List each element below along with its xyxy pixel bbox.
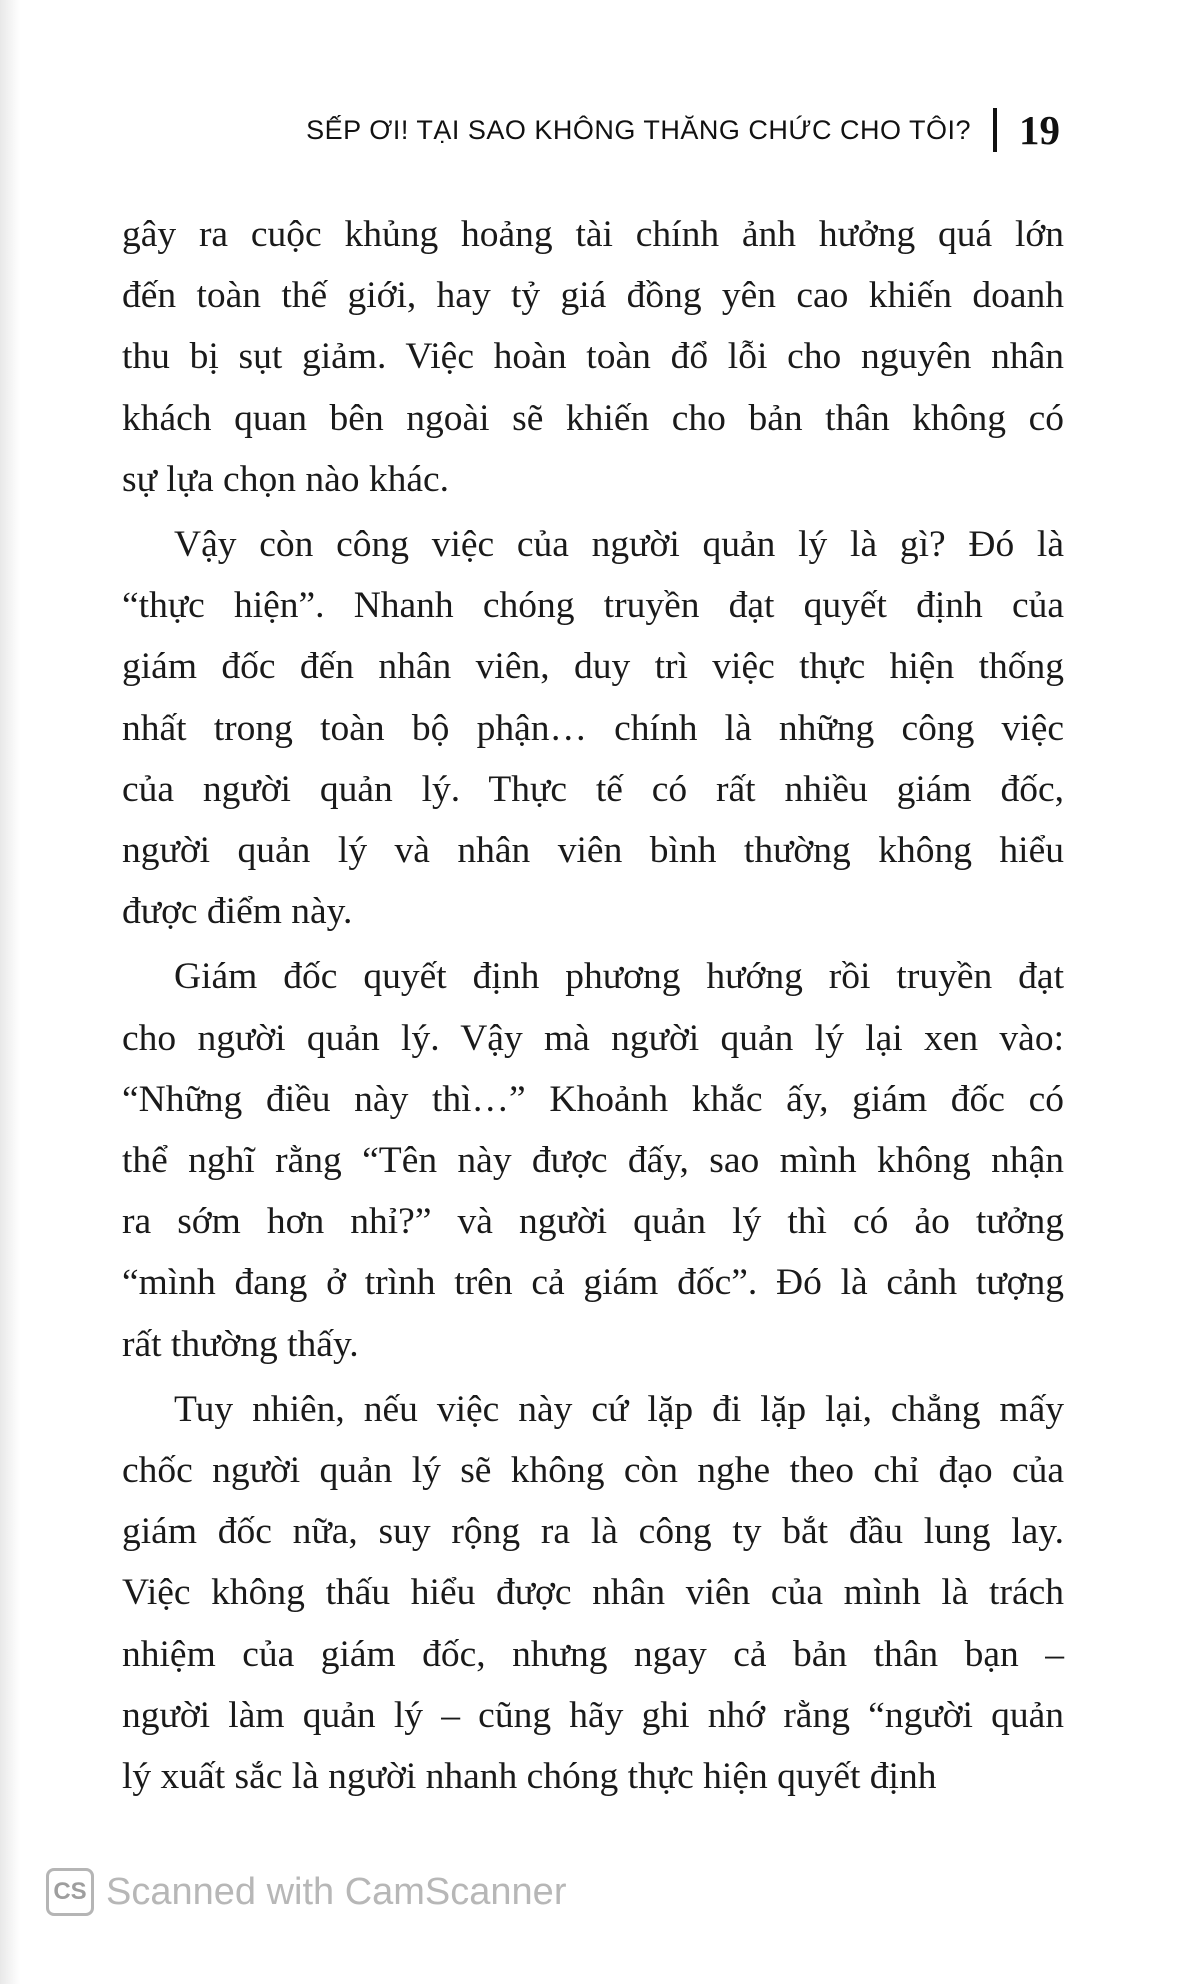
text-line: cho người quản lý. Vậy mà người quản lý lại xen vào: [122, 1017, 1064, 1059]
text-line: “mình đang ở trình trên cả giám đốc”. Đó là cảnh tượng [122, 1262, 1064, 1304]
text-line: người quản lý và nhân viên bình thường không hiểu [122, 830, 1064, 872]
text-line: được điểm này. [122, 891, 353, 933]
text-line: Tuy nhiên, nếu việc này cứ lặp đi lặp lại, chẳng mấy [174, 1388, 1064, 1430]
text-line: thể nghĩ rằng “Tên này được đấy, sao mình không nhận [122, 1140, 1064, 1182]
camscanner-watermark [46, 1868, 566, 1916]
text-line: Giám đốc quyết định phương hướng rồi truyền đạt [174, 956, 1064, 998]
paragraph [122, 1379, 1064, 1807]
text-line: nhiệm của giám đốc, nhưng ngay cả bản thân bạn – [122, 1633, 1064, 1675]
text-line: Việc không thấu hiểu được nhân viên của mình là trách [122, 1572, 1064, 1614]
text-line: của người quản lý. Thực tế có rất nhiều giám đốc, [122, 768, 1064, 810]
text-line: thu bị sụt giảm. Việc hoàn toàn đổ lỗi cho nguyên nhân [122, 336, 1064, 378]
text-line: nhất trong toàn bộ phận… chính là những công việc [122, 707, 1064, 749]
text-line: giám đốc nữa, suy rộng ra là công ty bắt đầu lung lay. [122, 1511, 1064, 1553]
page-number: 19 [1019, 107, 1060, 153]
text-line: “Những điều này thì…” Khoảnh khắc ấy, giám đốc có [122, 1078, 1064, 1120]
text-line: giám đốc đến nhân viên, duy trì việc thực hiện thống [122, 646, 1064, 688]
header-separator [993, 108, 997, 152]
running-header [100, 100, 1060, 160]
paragraph [122, 514, 1064, 942]
text-line: chốc người quản lý sẽ không còn nghe theo chỉ đạo của [122, 1450, 1064, 1492]
watermark-text: Scanned with CamScanner [106, 1870, 567, 1913]
camscanner-logo-icon: CS [46, 1868, 94, 1916]
body-text [122, 204, 1064, 1807]
text-line: ra sớm hơn nhỉ?” và người quản lý thì có ảo tưởng [122, 1201, 1064, 1243]
text-line: khách quan bên ngoài sẽ khiến cho bản thân không có [122, 397, 1064, 439]
text-line: “thực hiện”. Nhanh chóng truyền đạt quyết định của [122, 585, 1064, 627]
page-edge-shadow [0, 0, 20, 1984]
text-line: đến toàn thế giới, hay tỷ giá đồng yên cao khiến doanh [122, 275, 1064, 317]
text-line: Vậy còn công việc của người quản lý là gì? Đó là [174, 524, 1064, 566]
text-line: gây ra cuộc khủng hoảng tài chính ảnh hưởng quá lớn [122, 214, 1064, 255]
running-title: SẾP ƠI! TẠI SAO KHÔNG THĂNG CHỨC CHO TÔI? [306, 114, 971, 145]
paragraph [122, 204, 1064, 510]
text-line: người làm quản lý – cũng hãy ghi nhớ rằng “người quản [122, 1694, 1064, 1736]
text-line: sự lựa chọn nào khác. [122, 458, 450, 500]
text-line: rất thường thấy. [122, 1323, 359, 1365]
paragraph [122, 946, 1064, 1374]
text-line: lý xuất sắc là người nhanh chóng thực hiện quyết định [122, 1756, 937, 1798]
